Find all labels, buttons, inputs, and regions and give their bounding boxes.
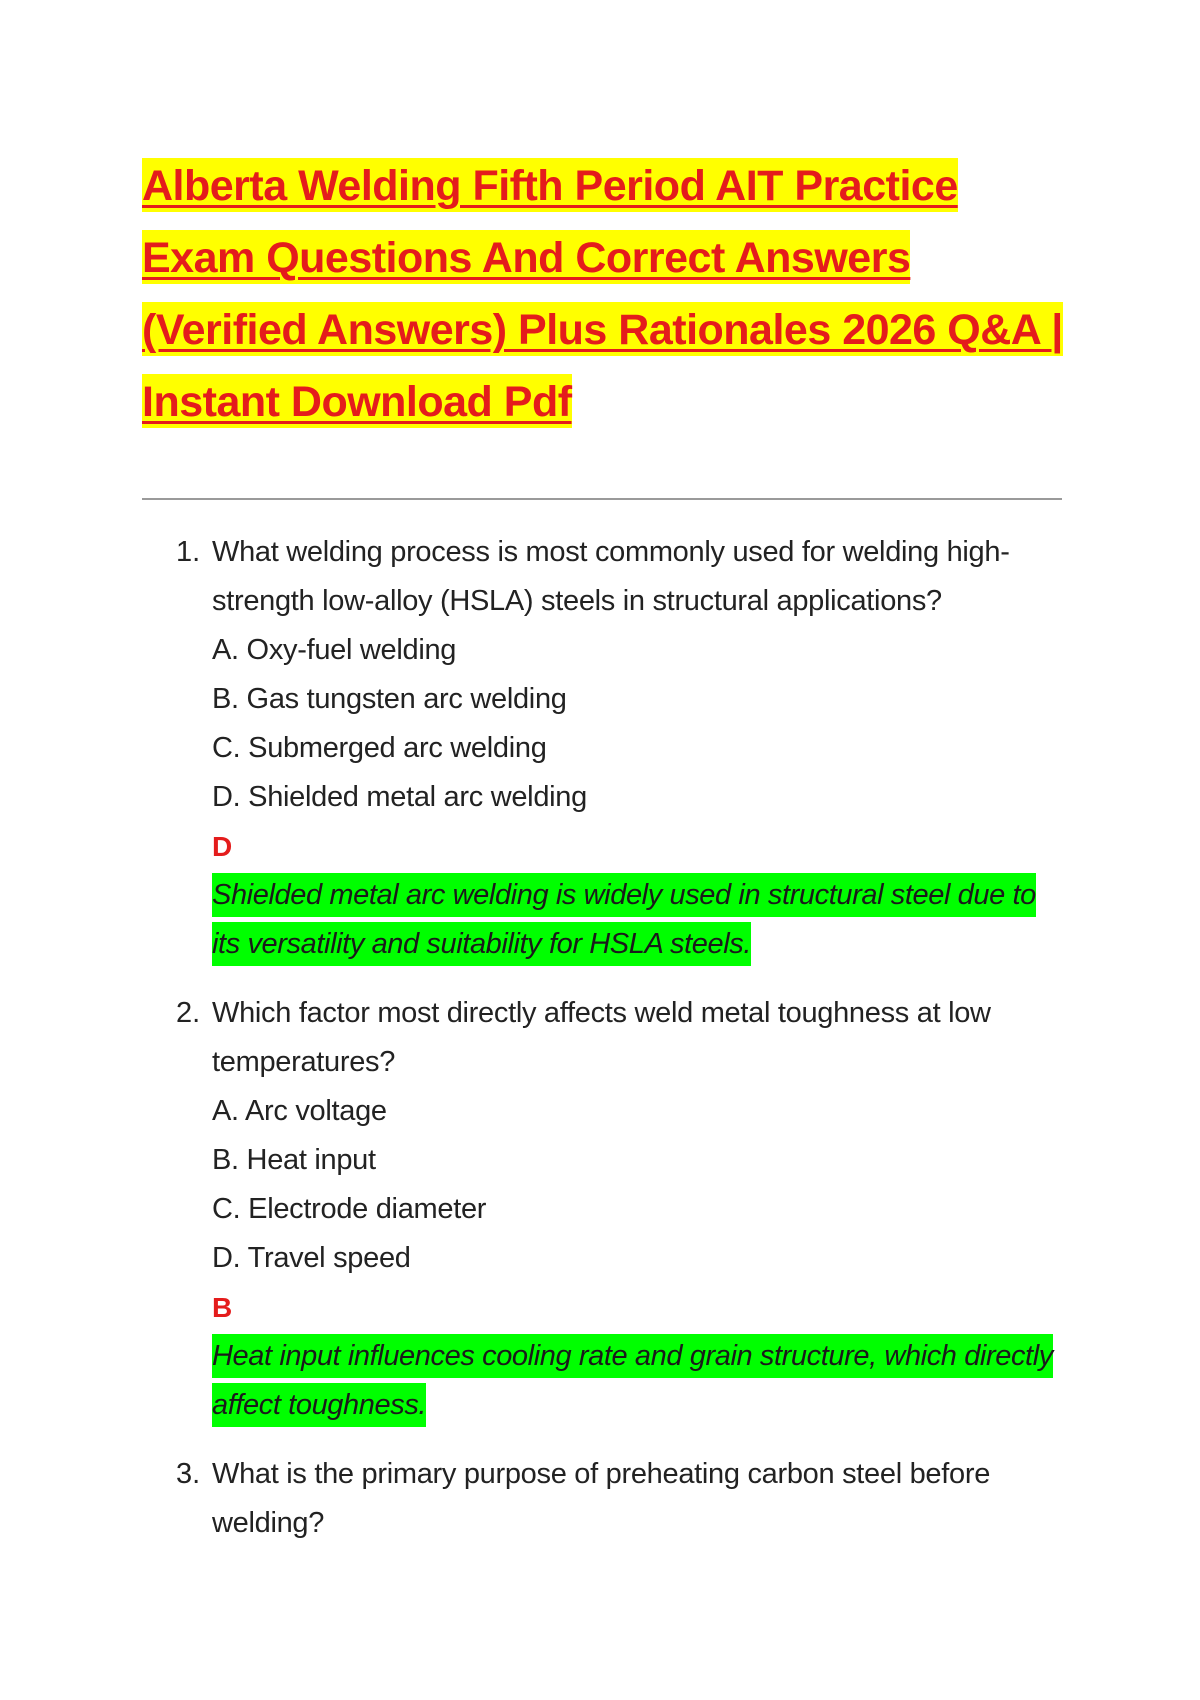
- rationale: [212, 871, 1068, 969]
- document-title-text: Alberta Welding Fifth Period AIT Practice Exam Questions And Correct Answers (Verified Answers) Plus Rationales 2026 Q&A | Instant Download Pdf: [142, 158, 1063, 428]
- correct-answer: D: [212, 831, 233, 862]
- question-text: What is the primary purpose of preheating carbon steel before welding?: [212, 1458, 991, 1539]
- question-item-2: [168, 989, 1068, 1430]
- title-divider: [142, 498, 1062, 500]
- question-item-1: [168, 528, 1068, 969]
- question-text: What welding process is most commonly used for welding high-strength low-alloy (HSLA) steels in structural applications?: [212, 536, 1010, 617]
- question-number: 1.: [176, 536, 201, 568]
- question-number: 2.: [176, 997, 201, 1029]
- rationale-text: Heat input influences cooling rate and grain structure, which directly affect toughness.: [212, 1334, 1053, 1427]
- question-list: [168, 528, 1068, 1568]
- option-c: C. Electrode diameter: [212, 1193, 487, 1225]
- option-d: D. Shielded metal arc welding: [212, 781, 587, 813]
- question-item-3: [168, 1450, 1068, 1548]
- question-text: Which factor most directly affects weld metal toughness at low temperatures?: [212, 997, 991, 1078]
- question-number: 3.: [176, 1458, 201, 1490]
- correct-answer: B: [212, 1292, 233, 1323]
- option-b: B. Heat input: [212, 1144, 376, 1176]
- option-d: D. Travel speed: [212, 1242, 411, 1274]
- option-b: B. Gas tungsten arc welding: [212, 683, 567, 715]
- option-c: C. Submerged arc welding: [212, 732, 547, 764]
- option-a: A. Oxy-fuel welding: [212, 634, 457, 666]
- option-a: A. Arc voltage: [212, 1095, 387, 1127]
- rationale: [212, 1332, 1068, 1430]
- document-title: [142, 150, 1072, 438]
- rationale-text: Shielded metal arc welding is widely used in structural steel due to its versatility and suitability for HSLA steels.: [212, 873, 1036, 966]
